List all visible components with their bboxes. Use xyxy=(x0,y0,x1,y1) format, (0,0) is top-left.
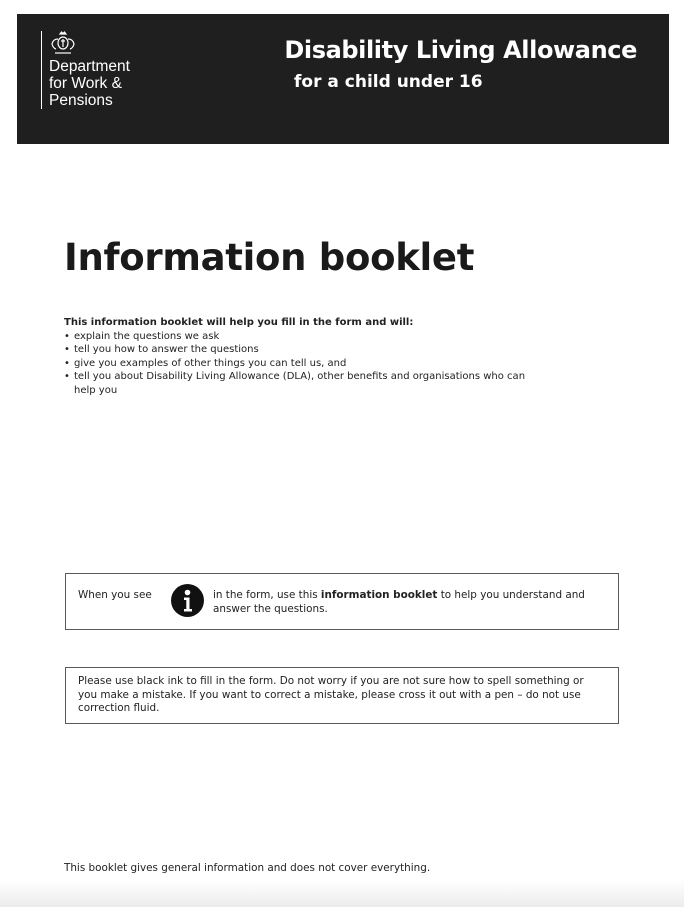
intro-section xyxy=(64,316,534,397)
info-text-after: to help you understand and answer the questions. xyxy=(213,589,585,615)
royal-crest-icon xyxy=(49,31,77,55)
intro-bullet-list xyxy=(64,330,534,398)
department-name-line-2: for Work & xyxy=(49,75,122,92)
info-box-text xyxy=(213,589,593,616)
intro-bullet: • tell you about Disability Living Allowance (DLA), other benefits and organisations who can help you xyxy=(64,370,534,397)
intro-bullet: • explain the questions we ask xyxy=(64,330,534,344)
header-banner xyxy=(17,14,669,144)
department-name-line-1: Department xyxy=(49,58,130,75)
when-you-see-label: When you see xyxy=(78,589,152,601)
form-title: Disability Living Allowance xyxy=(284,36,637,64)
page-title: Information booklet xyxy=(64,236,475,279)
info-text-bold: information booklet xyxy=(320,589,438,601)
black-ink-text: Please use black ink to fill in the form. Do not worry if you are not sure how to spell something or you make a mistake. If you want to correct a mistake, please cross it out with a pen – do not use correction fluid. xyxy=(78,675,584,714)
info-text-before: in the form, use this xyxy=(213,589,321,601)
page-bottom-shadow xyxy=(0,880,684,907)
info-symbol-box xyxy=(65,573,619,630)
department-name xyxy=(49,58,159,109)
department-logo xyxy=(41,31,130,109)
form-subtitle: for a child under 16 xyxy=(294,72,483,92)
black-ink-box xyxy=(65,667,619,724)
footer-note: This booklet gives general information and does not cover everything. xyxy=(64,862,431,874)
intro-lead: This information booklet will help you fill in the form and will: xyxy=(64,317,414,328)
intro-bullet: • give you examples of other things you can tell us, and xyxy=(64,357,534,371)
department-name-line-3: Pensions xyxy=(49,92,113,109)
info-icon xyxy=(171,584,204,617)
intro-bullet: • tell you how to answer the questions xyxy=(64,343,534,357)
